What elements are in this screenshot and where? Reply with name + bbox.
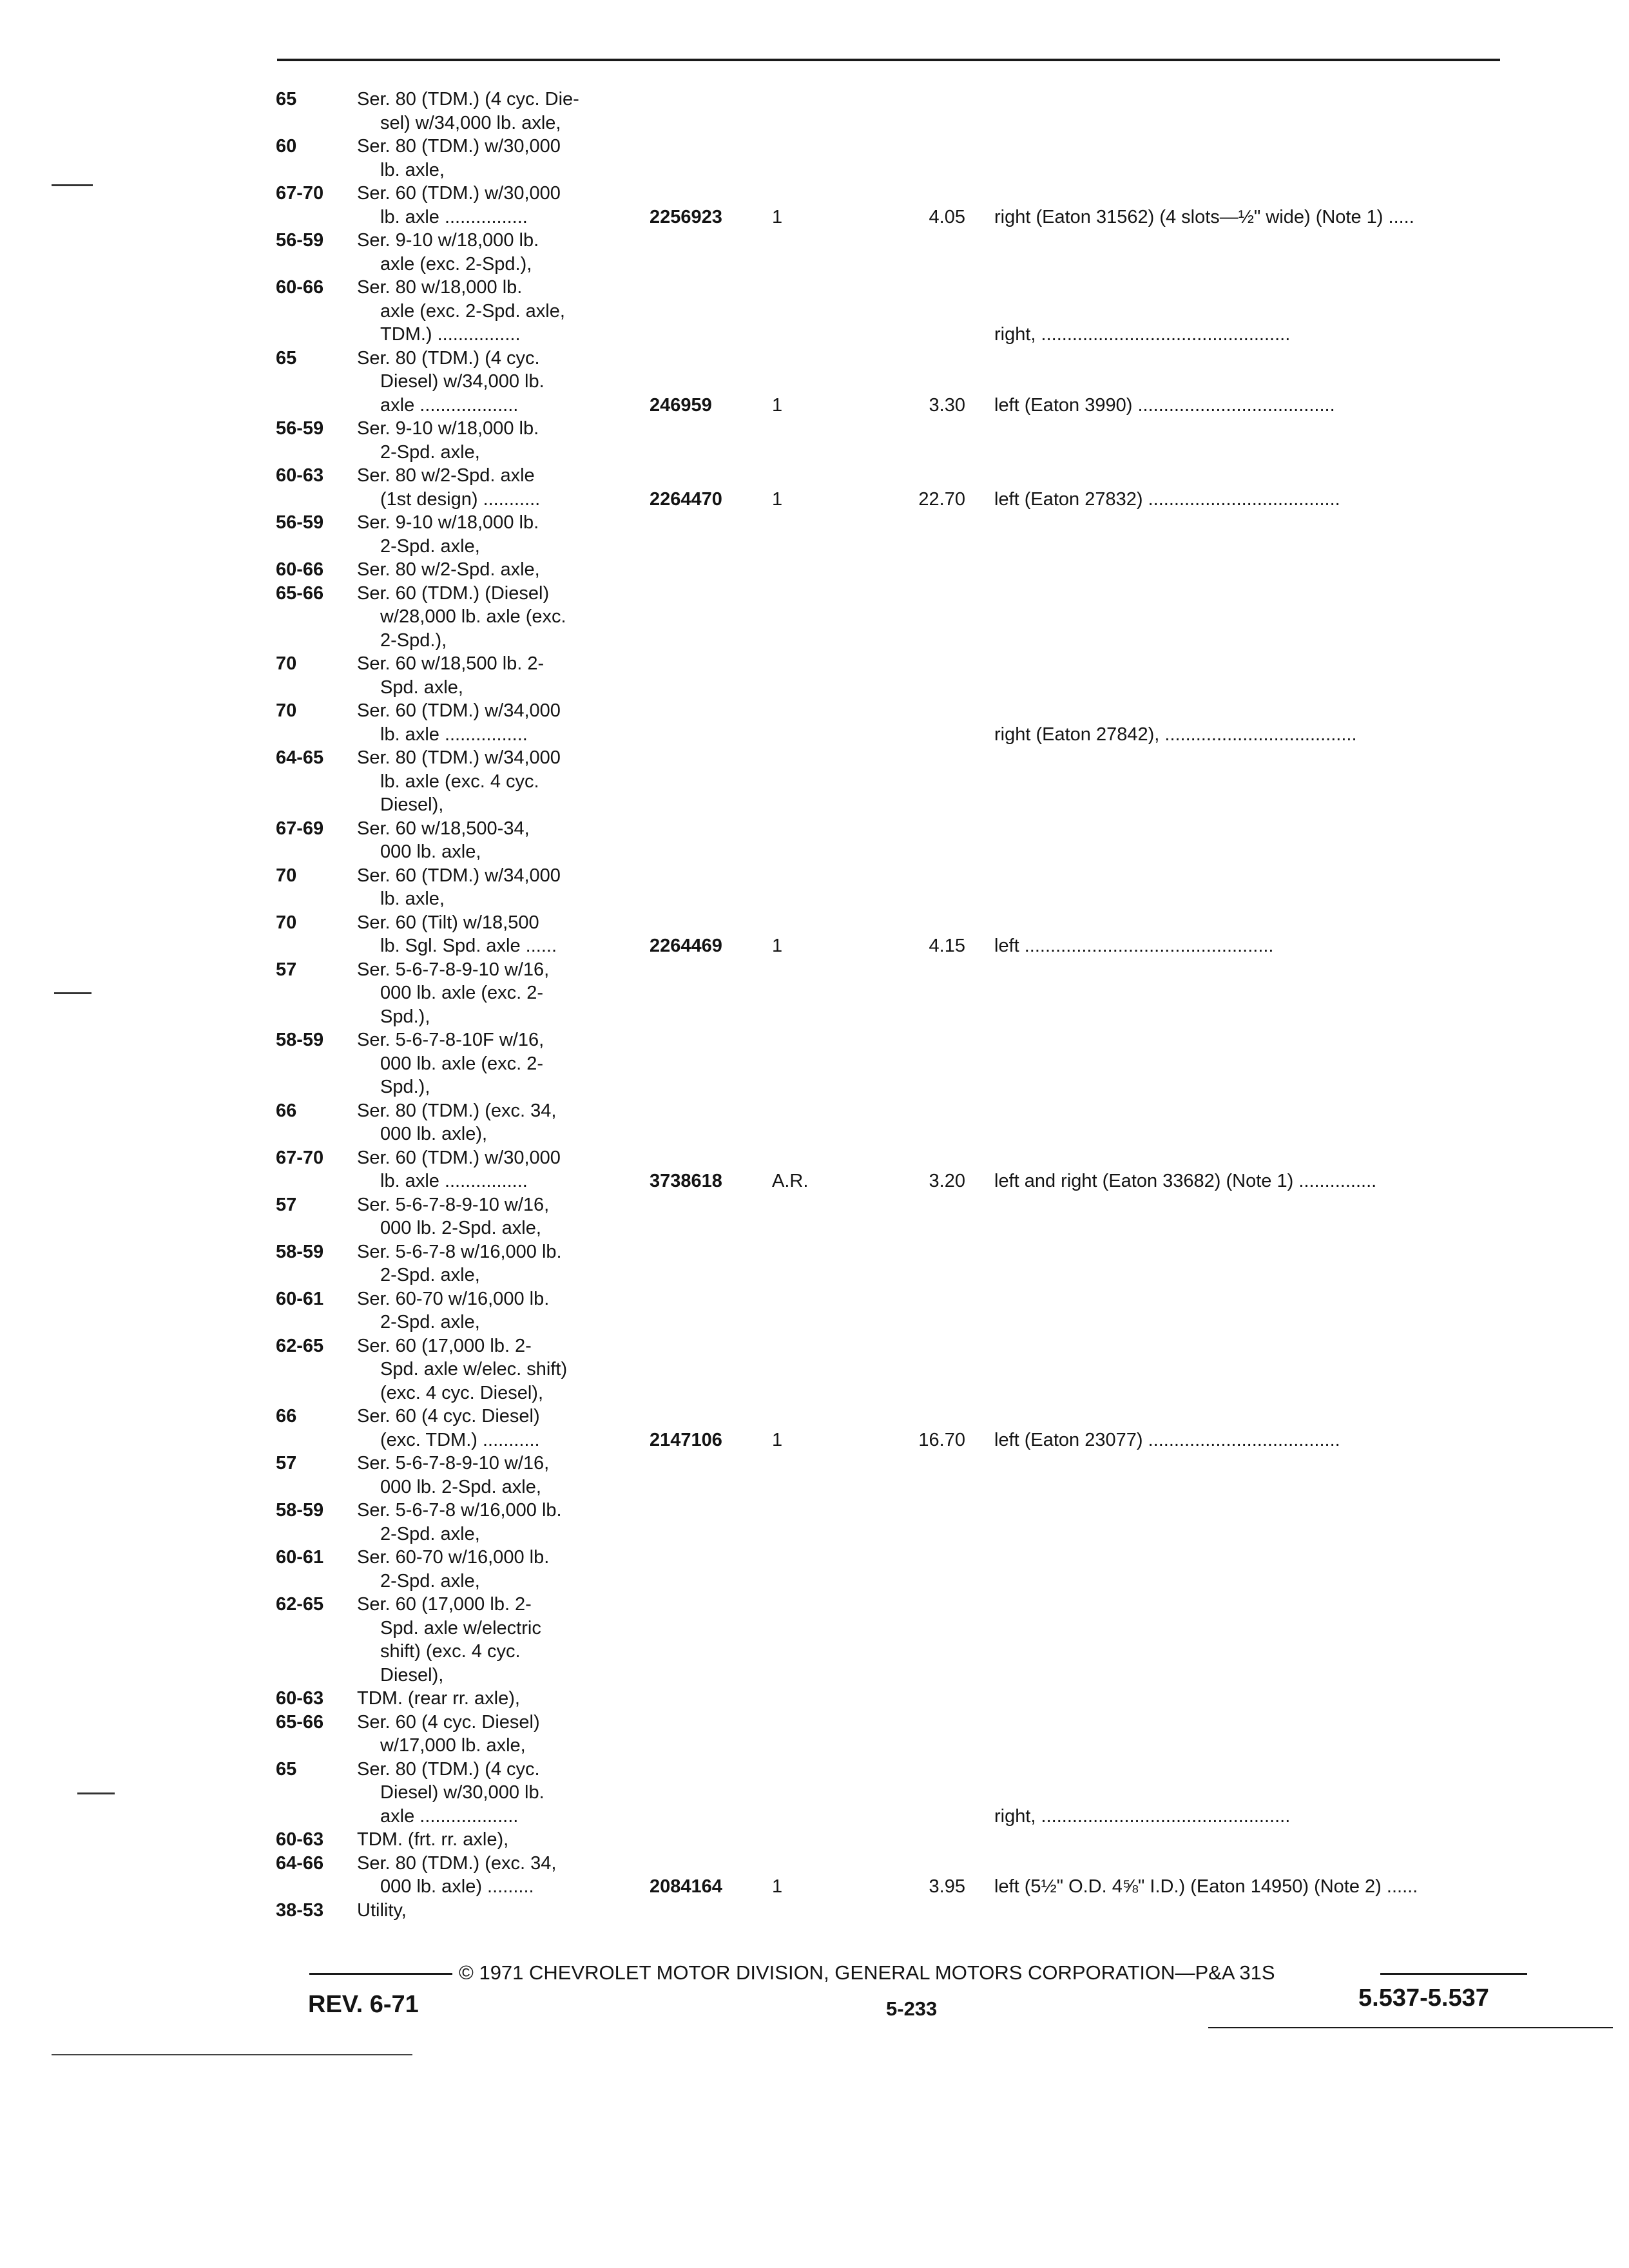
application-description <box>357 558 731 582</box>
description-line: Diesel) w/30,000 lb. <box>380 1782 545 1803</box>
description-line: sel) w/34,000 lb. axle, <box>380 112 561 133</box>
description-line: axle (exc. 2-Spd. axle, <box>380 300 565 322</box>
catalog-entry <box>276 229 1565 276</box>
description-line: axle (exc. 2-Spd.), <box>380 253 532 274</box>
application-description <box>357 746 731 817</box>
list-price: 16.70 <box>918 1429 965 1450</box>
description-line: Ser. 60 (TDM.) w/30,000 <box>357 183 561 204</box>
quantity: A.R. <box>772 1171 809 1191</box>
model-year: 56-59 <box>276 418 324 439</box>
description-line: Ser. 60 w/18,500-34, <box>357 818 530 839</box>
catalog-entry <box>276 558 1565 582</box>
description-line: (exc. 4 cyc. Diesel), <box>380 1382 543 1403</box>
list-price: 3.20 <box>929 1171 965 1191</box>
model-year: 62-65 <box>276 1594 324 1615</box>
model-year: 57 <box>276 959 297 980</box>
model-year: 64-66 <box>276 1852 324 1874</box>
model-year: 56-59 <box>276 512 324 533</box>
catalog-entry <box>276 1499 1565 1546</box>
description-line: Diesel), <box>380 794 444 815</box>
description-line: (exc. TDM.) ........... <box>380 1429 540 1450</box>
parts-list <box>276 88 1565 1922</box>
description-line: 000 lb. 2-Spd. axle, <box>380 1218 541 1238</box>
position-note: left (5½" O.D. 4⅝" I.D.) (Eaton 14950) (Note 2) ...... <box>994 1876 1418 1897</box>
quantity: 1 <box>772 488 783 510</box>
description-line: Ser. 80 w/2-Spd. axle, <box>357 559 540 580</box>
description-line: Ser. 60 (4 cyc. Diesel) <box>357 1406 540 1427</box>
model-year: 65 <box>276 347 297 369</box>
description-line: lb. axle (exc. 4 cyc. <box>380 771 539 792</box>
description-line: Ser. 60 w/18,500 lb. 2- <box>357 653 545 674</box>
catalog-entry <box>276 1240 1565 1287</box>
description-line: Ser. 60 (4 cyc. Diesel) <box>357 1711 540 1733</box>
model-year: 58-59 <box>276 1030 324 1050</box>
model-year: 65-66 <box>276 582 324 604</box>
model-year: 60 <box>276 136 297 157</box>
model-year: 60-66 <box>276 277 324 298</box>
description-line: Ser. 80 (TDM.) (exc. 34, <box>357 1100 557 1121</box>
application-description <box>357 652 731 699</box>
description-line: w/17,000 lb. axle, <box>380 1735 526 1756</box>
model-year: 57 <box>276 1194 297 1215</box>
catalog-entry <box>276 1828 1565 1852</box>
application-description <box>357 1193 731 1240</box>
model-year: 70 <box>276 653 297 674</box>
part-number: 2264470 <box>650 488 722 510</box>
description-line: Spd. axle w/electric <box>380 1617 541 1639</box>
top-rule <box>277 59 1500 61</box>
part-number: 3738618 <box>650 1171 722 1191</box>
margin-mark <box>77 1792 115 1794</box>
catalog-entry <box>276 347 1565 418</box>
description-line: Ser. 80 (TDM.) (4 cyc. <box>357 1758 540 1780</box>
model-year: 65 <box>276 89 297 110</box>
model-year: 60-61 <box>276 1547 324 1568</box>
part-number: 2147106 <box>650 1429 722 1450</box>
catalog-entry <box>276 1546 1565 1593</box>
description-line: Ser. 80 w/18,000 lb. <box>357 277 523 298</box>
model-year: 70 <box>276 865 297 886</box>
description-line: Ser. 80 (TDM.) w/30,000 <box>357 136 561 157</box>
application-description <box>357 1546 731 1593</box>
description-line: Ser. 9-10 w/18,000 lb. <box>357 230 539 251</box>
description-line: Ser. 60-70 w/16,000 lb. <box>357 1547 550 1568</box>
model-year: 66 <box>276 1100 297 1121</box>
part-number: 2264469 <box>650 936 722 956</box>
catalog-entry <box>276 699 1565 746</box>
description-line: Ser. 60 (17,000 lb. 2- <box>357 1594 532 1615</box>
model-year: 58-59 <box>276 1241 324 1262</box>
model-year: 60-63 <box>276 1688 324 1709</box>
catalog-entry <box>276 1193 1565 1240</box>
position-note: left (Eaton 27832) ..................................... <box>994 488 1340 510</box>
description-line: w/28,000 lb. axle (exc. <box>380 606 566 627</box>
description-line: Ser. 60 (TDM.) w/30,000 <box>357 1147 561 1168</box>
description-line: Spd. axle, <box>380 677 463 698</box>
catalog-entry <box>276 746 1565 817</box>
application-description <box>357 1593 731 1687</box>
copyright-line: © 1971 CHEVROLET MOTOR DIVISION, GENERAL MOTORS CORPORATION—P&A 31S <box>459 1961 1275 1984</box>
description-line: Ser. 5-6-7-8-9-10 w/16, <box>357 959 550 980</box>
application-description <box>357 135 731 182</box>
description-line: Ser. 80 (TDM.) w/34,000 <box>357 747 561 768</box>
application-description <box>357 864 731 911</box>
model-year: 60-63 <box>276 1829 324 1850</box>
description-line: (1st design) ........... <box>380 488 541 510</box>
part-number: 246959 <box>650 394 712 416</box>
catalog-entry <box>276 1146 1565 1193</box>
catalog-entry <box>276 1687 1565 1711</box>
description-line: 000 lb. axle), <box>380 1124 488 1144</box>
description-line: 000 lb. 2-Spd. axle, <box>380 1476 541 1497</box>
model-year: 57 <box>276 1453 297 1474</box>
description-line: Diesel) w/34,000 lb. <box>380 371 545 392</box>
description-line: Spd.), <box>380 1006 430 1027</box>
catalog-entry <box>276 817 1565 864</box>
model-year: 38-53 <box>276 1899 324 1921</box>
model-year: 67-70 <box>276 1147 324 1168</box>
catalog-entry <box>276 1899 1565 1923</box>
list-price: 4.15 <box>929 936 965 956</box>
application-description <box>357 817 731 864</box>
position-note: left and right (Eaton 33682) (Note 1) ............... <box>994 1171 1377 1191</box>
catalog-entry <box>276 88 1565 135</box>
description-line: Ser. 80 (TDM.) (4 cyc. Die- <box>357 89 579 110</box>
description-line: Ser. 60 (TDM.) w/34,000 <box>357 700 561 721</box>
application-description <box>357 582 731 653</box>
description-line: Ser. 9-10 w/18,000 lb. <box>357 512 539 533</box>
application-description <box>357 1028 731 1099</box>
description-line: 000 lb. axle (exc. 2- <box>380 983 544 1003</box>
description-line: lb. axle, <box>380 159 445 180</box>
description-line: Diesel), <box>380 1664 444 1686</box>
catalog-entry <box>276 1287 1565 1334</box>
catalog-entry <box>276 1852 1565 1899</box>
catalog-entry <box>276 1711 1565 1758</box>
description-line: 2-Spd.), <box>380 629 447 651</box>
description-line: 000 lb. axle) ......... <box>380 1876 534 1897</box>
description-line: TDM. (frt. rr. axle), <box>357 1829 509 1850</box>
model-year: 64-65 <box>276 747 324 768</box>
description-line: 2-Spd. axle, <box>380 441 480 463</box>
application-description <box>357 1758 731 1829</box>
description-line: Ser. 5-6-7-8-10F w/16, <box>357 1030 545 1050</box>
description-line: Ser. 80 w/2-Spd. axle <box>357 465 535 486</box>
application-description <box>357 1099 731 1146</box>
model-year: 60-63 <box>276 465 324 486</box>
application-description <box>357 1828 731 1852</box>
model-year: 65-66 <box>276 1711 324 1733</box>
description-line: Ser. 80 (TDM.) (exc. 34, <box>357 1852 557 1874</box>
catalog-entry <box>276 511 1565 558</box>
application-description <box>357 1687 731 1711</box>
description-line: lb. axle ................ <box>380 206 528 227</box>
position-note: right, ................................................ <box>994 1805 1291 1827</box>
description-line: Spd.), <box>380 1077 430 1097</box>
application-description <box>357 417 731 464</box>
description-line: TDM.) ................ <box>380 324 521 345</box>
margin-mark <box>52 184 93 186</box>
section-number: 5.537-5.537 <box>1358 1984 1489 2012</box>
model-year: 60-61 <box>276 1288 324 1309</box>
catalog-entry <box>276 135 1565 182</box>
model-year: 67-69 <box>276 818 324 839</box>
footer-rule-right <box>1380 1973 1527 1975</box>
model-year: 58-59 <box>276 1500 324 1521</box>
description-line: TDM. (rear rr. axle), <box>357 1688 520 1709</box>
bottom-rule-right <box>1208 2027 1613 2028</box>
position-note: left (Eaton 23077) ..................................... <box>994 1429 1340 1450</box>
description-line: Ser. 60 (TDM.) w/34,000 <box>357 865 561 886</box>
description-line: lb. axle ................ <box>380 1171 528 1191</box>
description-line: 2-Spd. axle, <box>380 1523 480 1544</box>
application-description <box>357 1899 731 1923</box>
quantity: 1 <box>772 206 783 227</box>
catalog-entry <box>276 652 1565 699</box>
catalog-entry <box>276 1028 1565 1099</box>
application-description <box>357 88 731 135</box>
description-line: lb. axle, <box>380 889 445 909</box>
page-number: 5-233 <box>886 1997 938 2020</box>
bottom-rule-left <box>52 2054 412 2055</box>
catalog-entry <box>276 1099 1565 1146</box>
description-line: axle ................... <box>380 1805 519 1827</box>
description-line: 2-Spd. axle, <box>380 1265 480 1285</box>
application-description <box>357 276 731 347</box>
catalog-entry <box>276 864 1565 911</box>
description-line: axle ................... <box>380 394 519 416</box>
catalog-entry <box>276 911 1565 958</box>
position-note: right (Eaton 27842), ..................................... <box>994 724 1357 745</box>
application-description <box>357 1287 731 1334</box>
model-year: 65 <box>276 1758 297 1780</box>
catalog-entry <box>276 417 1565 464</box>
application-description <box>357 699 731 746</box>
catalog-entry <box>276 276 1565 347</box>
part-number: 2084164 <box>650 1876 722 1897</box>
catalog-entry <box>276 1758 1565 1829</box>
model-year: 56-59 <box>276 230 324 251</box>
description-line: Ser. 60 (TDM.) (Diesel) <box>357 582 550 604</box>
description-line: 2-Spd. axle, <box>380 1570 480 1591</box>
description-line: Ser. 9-10 w/18,000 lb. <box>357 418 539 439</box>
description-line: Ser. 5-6-7-8 w/16,000 lb. <box>357 1241 562 1262</box>
quantity: 1 <box>772 394 783 416</box>
part-number: 2256923 <box>650 206 722 227</box>
application-description <box>357 1334 731 1405</box>
model-year: 62-65 <box>276 1335 324 1356</box>
description-line: Spd. axle w/elec. shift) <box>380 1359 568 1379</box>
description-line: Ser. 60 (17,000 lb. 2- <box>357 1335 532 1356</box>
application-description <box>357 1499 731 1546</box>
model-year: 67-70 <box>276 183 324 204</box>
application-description <box>357 958 731 1029</box>
application-description <box>357 1240 731 1287</box>
position-note: left ................................................ <box>994 936 1274 956</box>
catalog-entry <box>276 464 1565 511</box>
footer-rule-left <box>309 1973 452 1975</box>
list-price: 3.30 <box>929 394 965 416</box>
catalog-entry <box>276 1334 1565 1405</box>
position-note: right (Eaton 31562) (4 slots—½" wide) (Note 1) ..... <box>994 206 1414 227</box>
catalog-entry <box>276 1405 1565 1452</box>
description-line: Ser. 5-6-7-8-9-10 w/16, <box>357 1453 550 1474</box>
model-year: 60-66 <box>276 559 324 580</box>
description-line: 000 lb. axle (exc. 2- <box>380 1053 544 1074</box>
revision-label: REV. 6-71 <box>308 1991 419 2018</box>
description-line: 000 lb. axle, <box>380 841 481 862</box>
list-price: 4.05 <box>929 206 965 227</box>
catalog-entry <box>276 582 1565 653</box>
quantity: 1 <box>772 1876 783 1897</box>
position-note: right, ................................................ <box>994 324 1291 345</box>
position-note: left (Eaton 3990) ...................................... <box>994 394 1335 416</box>
application-description <box>357 1711 731 1758</box>
quantity: 1 <box>772 1429 783 1450</box>
application-description <box>357 511 731 558</box>
description-line: Utility, <box>357 1899 407 1921</box>
description-line: Ser. 60 (Tilt) w/18,500 <box>357 912 539 933</box>
list-price: 22.70 <box>918 488 965 510</box>
model-year: 66 <box>276 1406 297 1427</box>
list-price: 3.95 <box>929 1876 965 1897</box>
model-year: 70 <box>276 700 297 721</box>
application-description <box>357 229 731 276</box>
application-description <box>357 1452 731 1499</box>
model-year: 70 <box>276 912 297 933</box>
description-line: Ser. 5-6-7-8 w/16,000 lb. <box>357 1500 562 1521</box>
catalog-entry <box>276 1452 1565 1499</box>
description-line: shift) (exc. 4 cyc. <box>380 1641 521 1662</box>
description-line: 2-Spd. axle, <box>380 1312 480 1332</box>
description-line: Ser. 80 (TDM.) (4 cyc. <box>357 347 540 369</box>
description-line: Ser. 5-6-7-8-9-10 w/16, <box>357 1194 550 1215</box>
description-line: lb. axle ................ <box>380 724 528 745</box>
margin-mark <box>54 992 92 994</box>
catalog-entry <box>276 1593 1565 1687</box>
description-line: lb. Sgl. Spd. axle ...... <box>380 936 557 956</box>
catalog-entry <box>276 958 1565 1029</box>
catalog-entry <box>276 182 1565 229</box>
quantity: 1 <box>772 936 783 956</box>
description-line: Ser. 60-70 w/16,000 lb. <box>357 1288 550 1309</box>
description-line: 2-Spd. axle, <box>380 535 480 557</box>
